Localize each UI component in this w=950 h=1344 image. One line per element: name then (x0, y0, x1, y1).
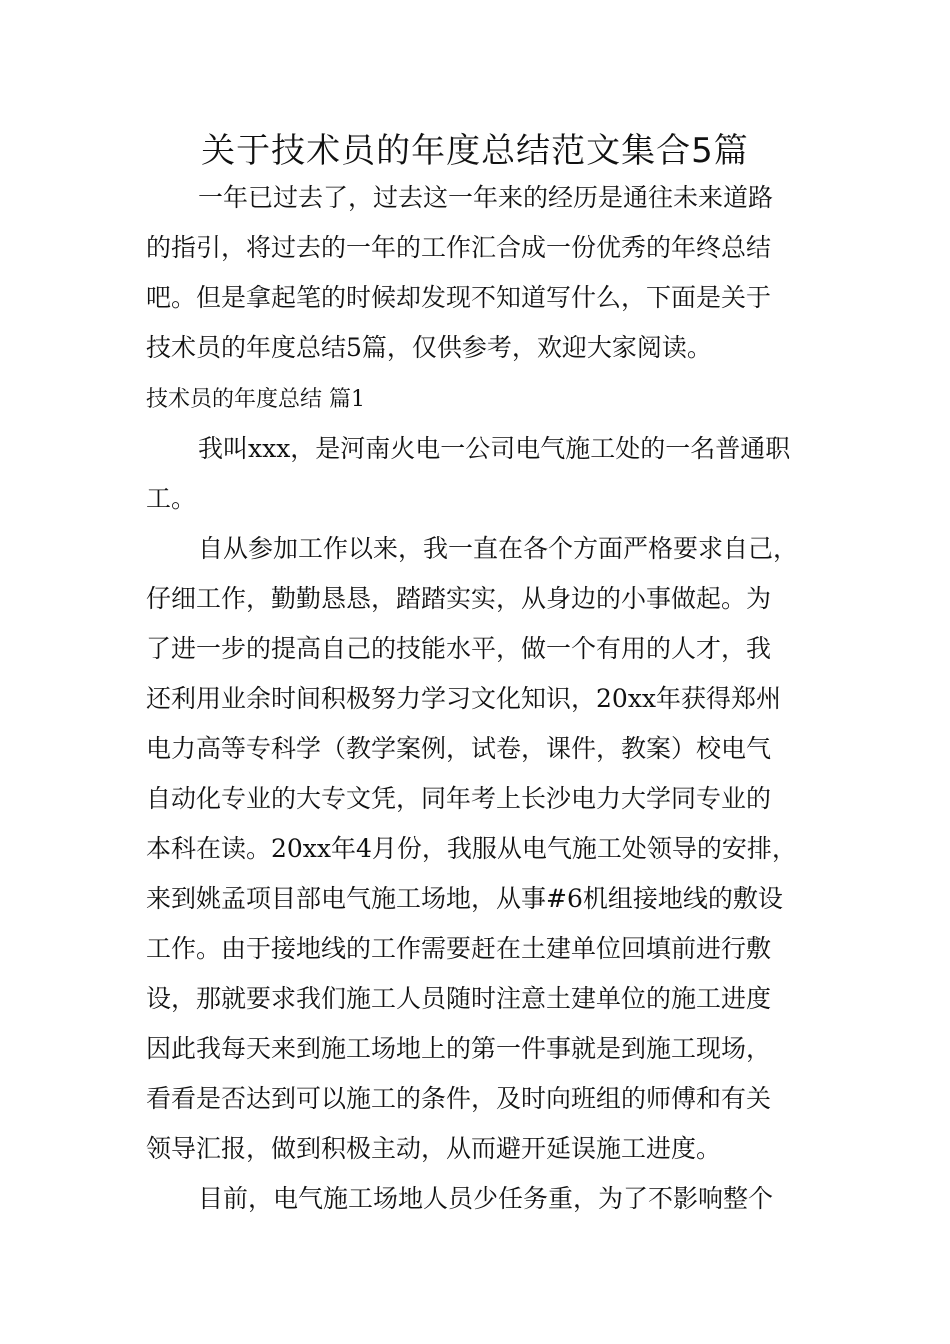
paragraph-line: 工作。由于接地线的工作需要赶在土建单位回填前进行敷 (146, 934, 772, 963)
paragraph-line: 因此我每天来到施工场地上的第一件事就是到施工现场， (146, 1034, 772, 1063)
section-heading: 技术员的年度总结 篇1 (146, 387, 365, 412)
paragraph-line: 看看是否达到可以施工的条件，及时向班组的师傅和有关 (146, 1084, 772, 1113)
intro-line: 的指引，将过去的一年的工作汇合成一份优秀的年终总结 (146, 233, 772, 262)
paragraph-line: 电力高等专科学（教学案例，试卷，课件，教案）校电气 (146, 734, 772, 763)
paragraph-line: 来到姚孟项目部电气施工场地，从事#6机组接地线的敷设 (146, 884, 783, 913)
paragraph-line: 我叫xxx，是河南火电一公司电气施工处的一名普通职 (198, 434, 791, 463)
intro-line: 技术员的年度总结5篇，仅供参考，欢迎大家阅读。 (146, 333, 712, 362)
paragraph-line: 还利用业余时间积极努力学习文化知识，20xx年获得郑州 (146, 684, 782, 713)
paragraph-line: 自动化专业的大专文凭，同年考上长沙电力大学同专业的 (146, 784, 772, 813)
paragraph-line: 本科在读。20xx年4月份，我服从电气施工处领导的安排， (146, 834, 797, 863)
paragraph-line: 设，那就要求我们施工人员随时注意土建单位的施工进度 (146, 984, 772, 1013)
paragraph-line: 了进一步的提高自己的技能水平，做一个有用的人才，我 (146, 634, 772, 663)
intro-line: 吧。但是拿起笔的时候却发现不知道写什么，下面是关于 (146, 283, 772, 312)
paragraph-line: 仔细工作，勤勤恳恳，踏踏实实，从身边的小事做起。为 (146, 584, 772, 613)
intro-line: 一年已过去了，过去这一年来的经历是通往未来道路 (198, 183, 774, 212)
paragraph-line: 工。 (146, 484, 197, 513)
paragraph-line: 领导汇报，做到积极主动，从而避开延误施工进度。 (146, 1134, 722, 1163)
document-title: 关于技术员的年度总结范文集合5篇 (201, 131, 749, 171)
paragraph-line: 自从参加工作以来，我一直在各个方面严格要求自己， (198, 534, 799, 563)
paragraph-line: 目前，电气施工场地人员少任务重，为了不影响整个 (198, 1184, 774, 1213)
